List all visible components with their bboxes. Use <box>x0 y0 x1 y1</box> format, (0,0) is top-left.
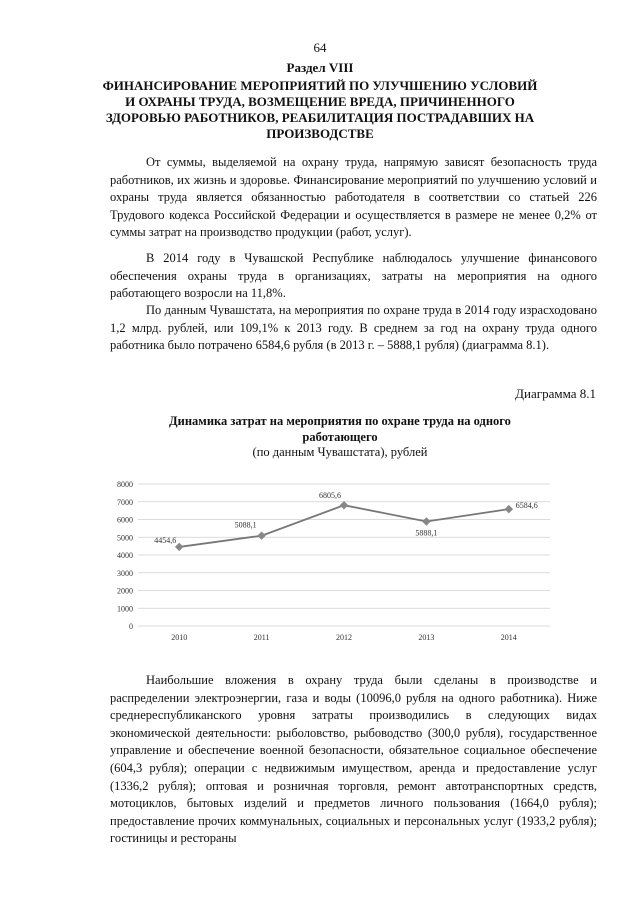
x-tick-label: 2012 <box>336 633 352 642</box>
y-tick-label: 5000 <box>117 533 133 543</box>
x-tick-label: 2011 <box>253 633 270 642</box>
x-tick-label: 2014 <box>500 633 517 642</box>
y-tick-label: 3000 <box>117 568 133 578</box>
data-point <box>257 531 265 539</box>
section-title: ФИНАНСИРОВАНИЕ МЕРОПРИЯТИЙ ПО УЛУЧШЕНИЮ УСЛОВИЙ И ОХРАНЫ ТРУДА, ВОЗМЕЩЕНИЕ ВРЕДА, ПРИЧИНЕННОГО ЗДОРОВЬЮ РАБОТНИКОВ, РЕАБИЛИТАЦИЯ ПОСТРАДАВШИХ НА ПРОИЗВОДСТВЕ <box>102 78 538 141</box>
y-tick-label: 2000 <box>117 586 133 596</box>
data-point <box>505 505 513 513</box>
paragraph-largest-investments: Наибольшие вложения в охрану труда были сделаны в производстве и распределении электроэнергии, газа и воды (10096,0 рубля на одного работника). Ниже среднереспубликанского уровня затраты производились в следующих видах экономической деятельности: рыболовство, рыбоводство (300,0 рубля), государственное управление и обеспечение военной безопасности, обязательное социальное обеспечение (604,3 рубля); операции с недвижимым имуществом, аренда и предоставление услуг (1336,2 рубля); оптовая и розничная торговля, ремонт автотранспортных средств, мотоциклов, бытовых изделий и предметов личного пользования (1664,0 рубля); предоставление прочих коммунальных, социальных и персональных услуг (1933,2 рубля); гостиницы и рестораны <box>110 673 597 846</box>
y-tick-label: 0 <box>129 622 133 631</box>
paragraph-intro: От суммы, выделяемой на охрану труда, напрямую зависят безопасность труда работников, их жизнь и здоровье. Финансирование мероприятий по улучшению условий и охраны труда является обязанностью работодателя в соответствии со статьей 226 Трудового кодекса Российской Федерации и осуществляется в размере не менее 0,2% от суммы затрат на производство продукции (работ, услуг). <box>110 155 597 240</box>
data-label: 6584,6 <box>515 501 538 511</box>
data-label: 6805,6 <box>319 491 341 501</box>
paragraph-2014-improvement: В 2014 году в Чувашской Республике наблюдалось улучшение финансового обеспечения охраны труда в организациях, затраты на мероприятия на одного работающего возросли на 11,8%. <box>110 251 597 301</box>
series-line <box>179 505 509 547</box>
y-tick-label: 6000 <box>117 515 133 525</box>
chart-subtitle: (по данным Чувашстата), рублей <box>252 445 428 459</box>
data-label: 5088,1 <box>234 520 257 530</box>
data-point <box>422 517 430 525</box>
data-point <box>340 501 348 509</box>
paragraph-chuvashstat-data: По данным Чувашстата, на мероприятия по охране труда в 2014 году израсходовано 1,2 млрд. рублей, или 109,1% к 2013 году. В среднем за год на охрану труда одного работника было потрачено 6584,6 рубля (в 2013 г. – 5888,1 рубля) (диаграмма 8.1). <box>110 303 597 353</box>
y-tick-label: 7000 <box>117 497 133 507</box>
x-tick-label: 2013 <box>418 633 435 642</box>
data-label: 4454,6 <box>154 535 177 545</box>
y-tick-label: 1000 <box>117 604 133 614</box>
page-number: 64 <box>313 40 327 55</box>
line-chart <box>100 472 560 647</box>
y-tick-label: 4000 <box>117 551 133 560</box>
diagram-label: Диаграмма 8.1 <box>515 386 596 401</box>
chart-title: Динамика затрат на мероприятия по охране труда на одного работающего <box>169 414 511 444</box>
data-label: 5888,1 <box>415 528 438 538</box>
data-point <box>175 543 183 551</box>
y-tick-label: 8000 <box>117 480 133 489</box>
x-tick-label: 2010 <box>171 633 188 642</box>
section-label: Раздел VIII <box>286 60 354 75</box>
